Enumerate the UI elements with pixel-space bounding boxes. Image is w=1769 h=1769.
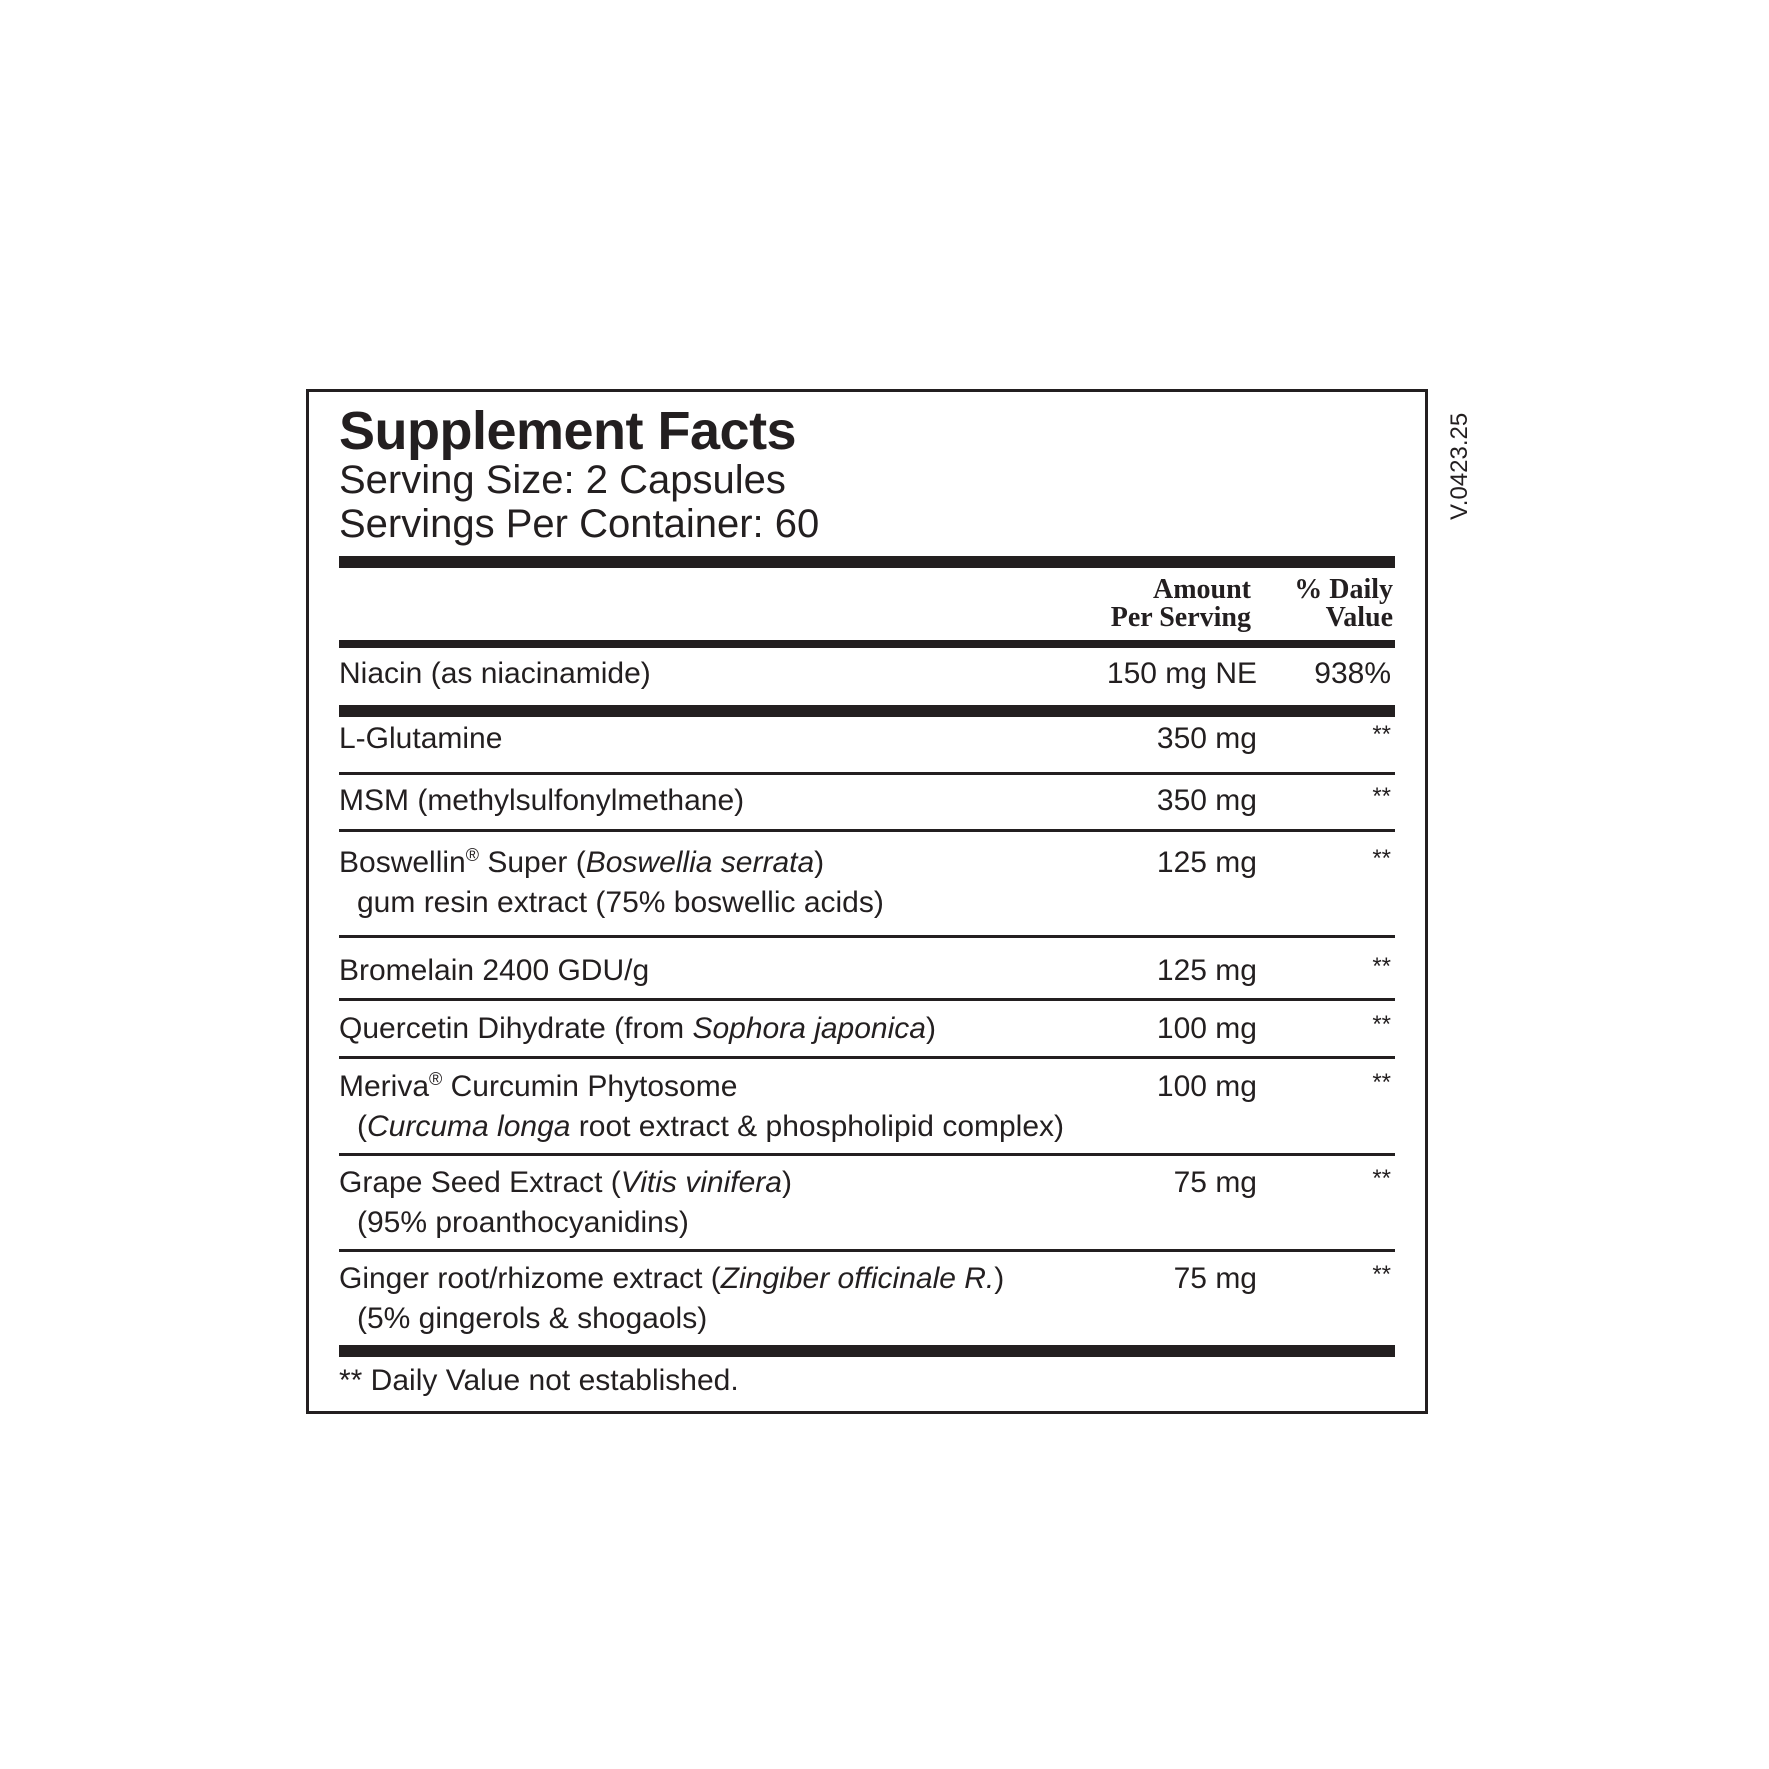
ingredient-amount: 150 mg NE <box>1106 657 1257 690</box>
registered-mark: ® <box>429 1069 443 1089</box>
ingredient-dv: 938% <box>1314 657 1391 690</box>
amount-header-line2: Per Serving <box>1110 602 1251 633</box>
servings-per-container: Servings Per Container: 60 <box>339 502 820 546</box>
daily-value-header <box>1294 576 1393 632</box>
header-rule <box>339 640 1395 648</box>
ingredient-name: Boswellin® Super (Boswellia serrata) <box>339 845 825 879</box>
ingredient-amount: 100 mg <box>1156 1070 1257 1103</box>
ingredient-amount: 100 mg <box>1156 1012 1257 1045</box>
serving-size: Serving Size: 2 Capsules <box>339 458 786 502</box>
thick-rule <box>339 705 1395 717</box>
ingredient-dv: ** <box>1372 845 1391 872</box>
version-code: V.0423.25 <box>1446 412 1473 520</box>
amount-header-line1: Amount <box>1152 574 1251 605</box>
ingredient-dv: ** <box>1372 783 1391 810</box>
dv-header-line2: Value <box>1325 602 1393 633</box>
row-divider <box>339 829 1395 832</box>
ingredient-dv: ** <box>1372 1069 1391 1096</box>
ingredient-dv: ** <box>1372 1261 1391 1288</box>
panel-title: Supplement Facts <box>339 401 797 461</box>
ingredient-amount: 75 mg <box>1173 1262 1257 1295</box>
row-divider <box>339 1056 1395 1059</box>
ingredient-amount: 125 mg <box>1156 954 1257 987</box>
row-divider <box>339 772 1395 775</box>
ingredient-name: MSM (methylsulfonylmethane) <box>339 784 745 817</box>
registered-mark: ® <box>465 845 479 865</box>
ingredient-amount: 350 mg <box>1156 784 1257 817</box>
ingredient-subtext: (5% gingerols & shogaols) <box>357 1302 708 1335</box>
row-divider <box>339 935 1395 938</box>
row-divider <box>339 1153 1395 1156</box>
supplement-facts-panel <box>306 389 1428 1414</box>
thick-rule-top <box>339 556 1395 568</box>
amount-header <box>1111 576 1251 632</box>
ingredient-amount: 125 mg <box>1156 846 1257 879</box>
ingredient-dv: ** <box>1372 1011 1391 1038</box>
ingredient-dv: ** <box>1372 1165 1391 1192</box>
ingredient-name: Grape Seed Extract (Vitis vinifera) <box>339 1166 792 1199</box>
ingredient-name: Niacin (as niacinamide) <box>339 657 651 690</box>
ingredient-dv: ** <box>1372 721 1391 748</box>
ingredient-name: Bromelain 2400 GDU/g <box>339 954 650 987</box>
row-divider <box>339 1249 1395 1252</box>
ingredient-subtext: (Curcuma longa root extract & phospholipid complex) <box>357 1110 1065 1143</box>
row-divider <box>339 998 1395 1001</box>
footnote: ** Daily Value not established. <box>339 1364 739 1397</box>
ingredient-name: Quercetin Dihydrate (from Sophora japonica) <box>339 1012 936 1045</box>
ingredient-subtext: (95% proanthocyanidins) <box>357 1206 689 1239</box>
ingredient-name: Meriva® Curcumin Phytosome <box>339 1069 738 1103</box>
ingredient-name: L-Glutamine <box>339 722 503 755</box>
ingredient-name: Ginger root/rhizome extract (Zingiber officinale R.) <box>339 1262 1005 1295</box>
ingredient-dv: ** <box>1372 953 1391 980</box>
ingredient-amount: 350 mg <box>1156 722 1257 755</box>
ingredient-amount: 75 mg <box>1173 1166 1257 1199</box>
ingredient-subtext: gum resin extract (75% boswellic acids) <box>357 886 884 919</box>
dv-header-line1: % Daily <box>1294 574 1393 605</box>
thick-rule-bottom <box>339 1345 1395 1357</box>
